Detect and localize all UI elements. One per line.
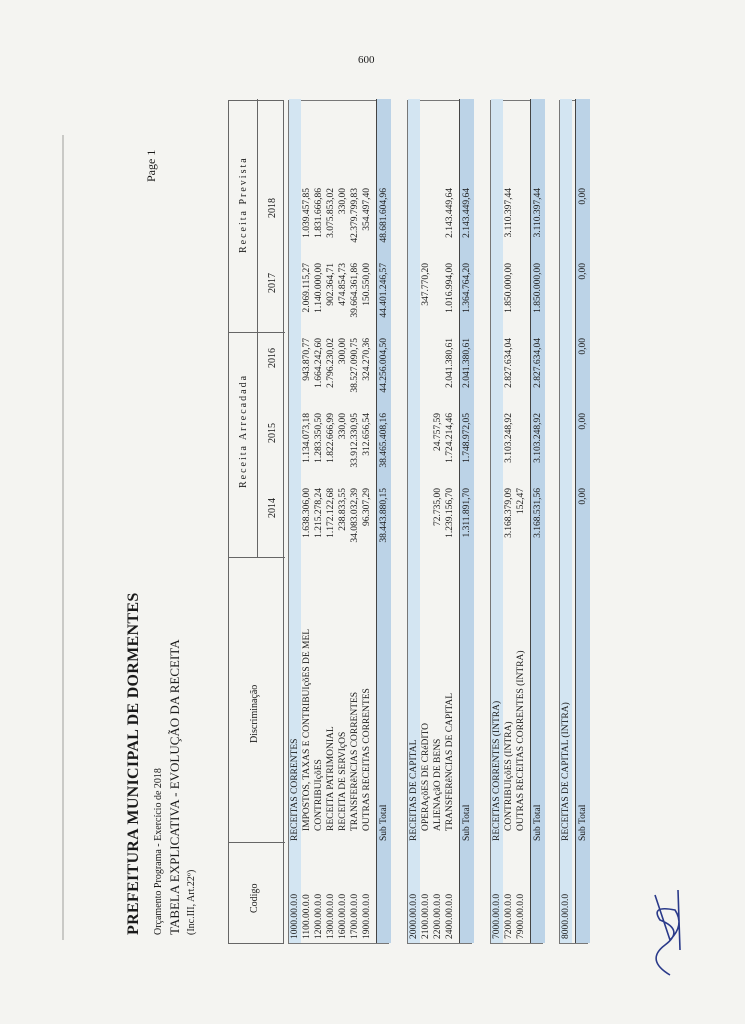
row-value: 33.912.330,95	[350, 413, 360, 468]
row-value: 1.134.073,18	[302, 413, 312, 463]
row-code: 2100.00.0.0	[421, 893, 431, 939]
row-value: 238.833,55	[338, 488, 348, 531]
table-row	[289, 99, 301, 943]
row-value: 24.757,59	[433, 413, 443, 451]
table-block	[490, 100, 543, 944]
row-description: CONTRIBUIçõES	[314, 759, 324, 831]
row-value: 1.850.000,00	[504, 263, 514, 313]
table-header	[228, 100, 284, 944]
row-description: RECEITA DE SERVIçOS	[338, 731, 348, 831]
subtotal-value: 0,00	[578, 488, 588, 505]
handwritten-signature	[640, 880, 690, 980]
row-code: 2200.00.0.0	[433, 893, 443, 939]
table-row	[515, 99, 527, 943]
row-value: 330,00	[338, 188, 348, 215]
row-value: 474.854,73	[338, 263, 348, 306]
row-value: 38.527.090,75	[350, 338, 360, 393]
row-value: 347.770,20	[421, 263, 431, 306]
row-value: 152,47	[516, 488, 526, 515]
revenue-table	[228, 100, 700, 944]
page-number: 600	[358, 54, 375, 66]
row-description: OUTRAS RECEITAS CORRENTES (INTRA)	[516, 650, 526, 831]
subtotal-value: 1.748.972,05	[462, 413, 472, 463]
row-value: 1.638.306,00	[302, 488, 312, 538]
table-row	[337, 99, 349, 943]
row-value: 34.083.032,39	[350, 488, 360, 543]
scan-edge-line	[62, 135, 64, 940]
document-header	[120, 100, 232, 960]
row-value: 1.831.666,86	[314, 188, 324, 238]
row-description: TRANSFERêNCIAS CORRENTES	[350, 691, 360, 831]
row-description: RECEITAS DE CAPITAL	[409, 739, 419, 841]
row-value: 39.664.361,86	[350, 263, 360, 318]
row-value: 42.379.799,83	[350, 188, 360, 243]
row-code: 1700.00.0.0	[350, 893, 360, 939]
header-year-2015: 2015	[267, 423, 278, 443]
row-description: OUTRAS RECEITAS CORRENTES	[362, 688, 372, 831]
row-description: RECEITAS DE CAPITAL (INTRA)	[561, 702, 571, 841]
header-year-2018: 2018	[267, 198, 278, 218]
row-code: 1200.00.0.0	[314, 893, 324, 939]
table-row	[503, 99, 515, 943]
row-code: 2000.00.0.0	[409, 893, 419, 939]
header-arrecadada: Receita Arrecadada	[238, 373, 249, 488]
legal-reference: (Inc.III, Art.22º)	[186, 869, 197, 935]
subtotal-value: 3.110.397,44	[533, 188, 543, 238]
row-value: 150.550,00	[362, 263, 372, 306]
row-value: 3.168.379,09	[504, 488, 514, 538]
table-row	[301, 99, 313, 943]
row-description: CONTRIBUIçõES (INTRA)	[504, 721, 514, 831]
header-year-2014: 2014	[267, 498, 278, 518]
table-block	[288, 100, 389, 944]
row-code: 7000.00.0.0	[492, 893, 502, 939]
subtotal-value: 0,00	[578, 263, 588, 280]
row-description: RECEITAS CORRENTES	[290, 738, 300, 841]
row-value: 300,00	[338, 338, 348, 365]
row-description: RECEITAS CORRENTES (INTRA)	[492, 700, 502, 841]
row-code: 8000.00.0.0	[561, 893, 571, 939]
subtotal-value: 1.850.000,00	[533, 263, 543, 313]
row-value: 943.870,77	[302, 338, 312, 381]
row-code: 7200.00.0.0	[504, 893, 514, 939]
row-description: OPERAçõES DE CRéDITO	[421, 722, 431, 831]
row-value: 1.664.242,60	[314, 338, 324, 388]
subtotal-row	[459, 99, 474, 943]
header-year-2016: 2016	[267, 348, 278, 368]
row-code: 1600.00.0.0	[338, 893, 348, 939]
row-value: 72.735,00	[433, 488, 443, 526]
row-value: 3.110.397,44	[504, 188, 514, 238]
row-value: 330,00	[338, 413, 348, 440]
header-year-2017: 2017	[267, 273, 278, 293]
row-code: 1900.00.0.0	[362, 893, 372, 939]
row-description: ALIENAçãO DE BENS	[433, 738, 443, 831]
row-description: RECEITA PATRIMONIAL	[326, 726, 336, 831]
subtotal-label: Sub Total	[379, 804, 389, 841]
table-block	[559, 100, 588, 944]
row-value: 2.143.449,64	[445, 188, 455, 238]
subtotal-value: 0,00	[578, 413, 588, 430]
table-subtitle: TABELA EXPLICATIVA - EVOLUÇÃO DA RECEITA	[167, 639, 182, 935]
row-value: 1.215.278,24	[314, 488, 324, 538]
subtotal-value: 0,00	[578, 338, 588, 355]
row-value: 1.239.156,70	[445, 488, 455, 538]
table-row	[325, 99, 337, 943]
table-row	[408, 99, 420, 943]
subtotal-row	[376, 99, 391, 943]
subtotal-label: Sub Total	[462, 804, 472, 841]
page-label: Page 1	[144, 149, 158, 182]
row-value: 902.364,71	[326, 263, 336, 306]
row-value: 1.016.994,00	[445, 263, 455, 313]
table-row	[313, 99, 325, 943]
row-code: 2400.00.0.0	[445, 893, 455, 939]
subtotal-value: 2.143.449,64	[462, 188, 472, 238]
table-row	[560, 99, 572, 943]
subtotal-value: 3.168.531,56	[533, 488, 543, 538]
rotated-document	[120, 100, 700, 960]
program-line: Orçamento Programa - Exercício de 2018	[153, 768, 164, 935]
subtotal-value: 2.827.634,04	[533, 338, 543, 388]
table-row	[349, 99, 361, 943]
row-value: 1.724.214,46	[445, 413, 455, 463]
header-code: Codigo	[249, 883, 260, 913]
row-value: 324.270,36	[362, 338, 372, 381]
row-value: 1.039.457,85	[302, 188, 312, 238]
subtotal-value: 48.681.604,96	[379, 188, 389, 243]
subtotal-value: 0,00	[578, 188, 588, 205]
table-row	[491, 99, 503, 943]
row-description: IMPOSTOS, TAXAS E CONTRIBUIçõES DE MEL	[302, 628, 312, 831]
header-prevista: Receita Prevista	[238, 156, 249, 253]
row-value: 3.103.248,92	[504, 413, 514, 463]
table-row	[444, 99, 456, 943]
row-value: 2.796.230,02	[326, 338, 336, 388]
row-value: 312.656,54	[362, 413, 372, 456]
row-code: 1300.00.0.0	[326, 893, 336, 939]
header-description: Discriminação	[249, 684, 260, 743]
subtotal-value: 38.443.880,15	[379, 488, 389, 543]
subtotal-value: 1.311.891,70	[462, 488, 472, 538]
subtotal-value: 38.465.408,16	[379, 413, 389, 468]
subtotal-row	[575, 99, 590, 943]
row-value: 1.283.350,50	[314, 413, 324, 463]
subtotal-row	[530, 99, 545, 943]
row-value: 2.827.634,04	[504, 338, 514, 388]
subtotal-value: 2.041.380,61	[462, 338, 472, 388]
row-value: 2.041.380,61	[445, 338, 455, 388]
table-block	[407, 100, 472, 944]
table-row	[361, 99, 373, 943]
row-description: TRANSFERêNCIAS DE CAPITAL	[445, 692, 455, 831]
table-row	[432, 99, 444, 943]
row-code: 1100.00.0.0	[302, 894, 312, 939]
document-title: PREFEITURA MUNICIPAL DE DORMENTES	[125, 592, 142, 935]
subtotal-value: 44.256.004,50	[379, 338, 389, 393]
row-value: 96.307,29	[362, 488, 372, 526]
subtotal-value: 3.103.248,92	[533, 413, 543, 463]
subtotal-value: 44.401.246,57	[379, 263, 389, 318]
row-code: 1000.00.0.0	[290, 893, 300, 939]
row-value: 354.497,40	[362, 188, 372, 231]
table-row	[420, 99, 432, 943]
row-value: 2.069.115,27	[302, 263, 312, 313]
row-value: 1.140.000,00	[314, 263, 324, 313]
subtotal-value: 1.364.764,20	[462, 263, 472, 313]
row-value: 3.075.853,02	[326, 188, 336, 238]
row-code: 7900.00.0.0	[516, 893, 526, 939]
subtotal-label: Sub Total	[578, 804, 588, 841]
row-value: 1.822.666,99	[326, 413, 336, 463]
row-value: 1.172.122,68	[326, 488, 336, 538]
subtotal-label: Sub Total	[533, 804, 543, 841]
